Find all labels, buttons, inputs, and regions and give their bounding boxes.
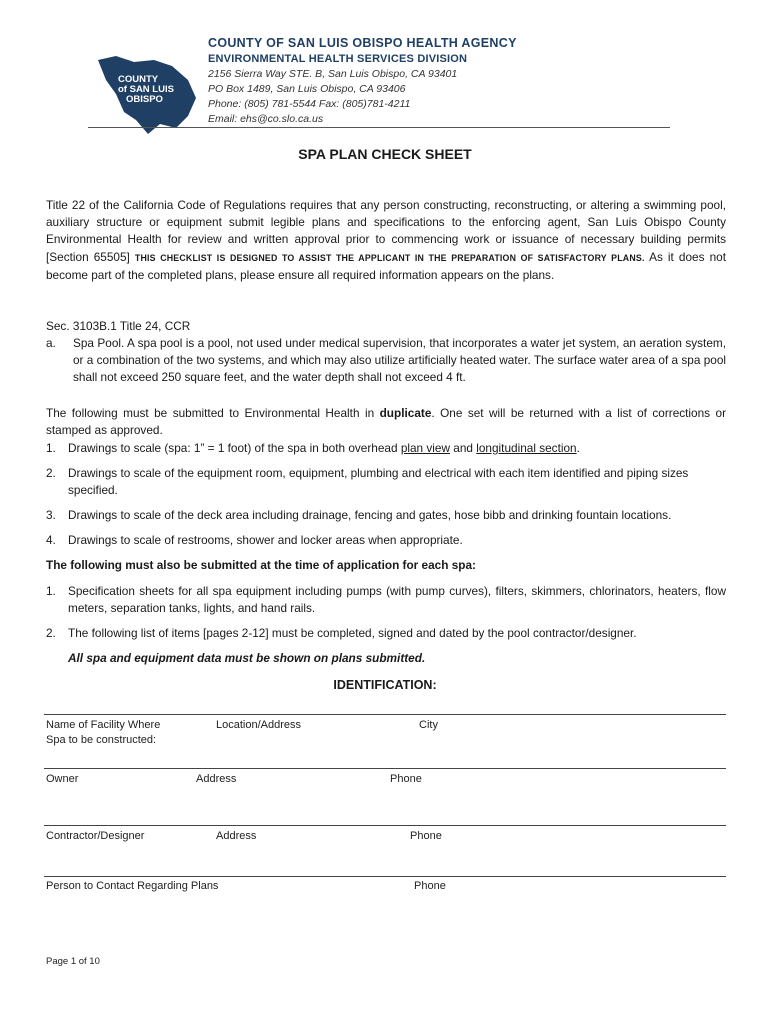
contractor-label: Contractor/Designer xyxy=(46,830,145,842)
logo-text-line-2: of SAN LUIS xyxy=(118,84,174,95)
facility-name-label-2: Spa to be constructed: xyxy=(46,734,157,746)
form-line xyxy=(44,714,726,715)
list-number: 2. xyxy=(46,466,56,480)
list-number: 1. xyxy=(46,584,56,598)
list-item-text: The following list of items [pages 2-12] must be completed, signed and dated by the pool contractor/designer. xyxy=(68,626,637,640)
intro-text: Title 22 of the California Code of Regulations requires that any person constructing, reconstructing, or altering a swimming pool, auxiliary structure or equipment submit legible plans and specifications to the enforcing agent, San Luis Obispo County Environmental Health for review and written approval prior to commencing work or issuance of necessary building permits [Section 65505] xyxy=(46,198,726,264)
identification-title: IDENTIFICATION: xyxy=(333,678,437,692)
list-number: 4. xyxy=(46,533,56,547)
logo-text-line-3: OBISPO xyxy=(126,94,163,105)
list-item-text xyxy=(68,440,726,457)
list-number: 3. xyxy=(46,508,56,522)
agency-header xyxy=(208,36,708,127)
page-title: SPA PLAN CHECK SHEET xyxy=(298,146,472,162)
city-label: City xyxy=(419,719,438,731)
intro-checklist-note: THIS CHECKLIST IS DESIGNED TO ASSIST THE APPLICANT IN THE PREPARATION OF SATISFACTORY PLANS. xyxy=(134,252,645,263)
submit-duplicate: duplicate xyxy=(379,406,432,420)
owner-label: Owner xyxy=(46,773,79,785)
contact-phone-label: Phone xyxy=(414,880,446,892)
definition-marker: a. xyxy=(46,336,56,350)
agency-name: COUNTY OF SAN LUIS OBISPO HEALTH AGENCY xyxy=(208,36,517,50)
owner-address-label: Address xyxy=(196,773,237,785)
phone-fax: Phone: (805) 781-5544 Fax: (805)781-4211 xyxy=(208,98,411,110)
owner-phone-label: Phone xyxy=(390,773,422,785)
plans-note: All spa and equipment data must be shown on plans submitted. xyxy=(68,651,426,665)
list-number: 1. xyxy=(46,441,56,455)
location-address-label: Location/Address xyxy=(216,719,301,731)
po-box-address: PO Box 1489, San Luis Obispo, CA 93406 xyxy=(208,83,406,95)
submit-text: The following must be submitted to Environmental Health in xyxy=(46,406,375,420)
list-item-text: Drawings to scale of the deck area including drainage, fencing and gates, hose bibb and drinking fountain locations. xyxy=(68,508,672,522)
intro-paragraph xyxy=(46,197,726,284)
intro-text-end: As it does not become part of the completed plans, please ensure all required information appears on the plans. xyxy=(46,249,726,282)
county-logo xyxy=(96,54,198,138)
contractor-address-label: Address xyxy=(216,830,257,842)
also-submit-heading: The following must also be submitted at the time of application for each spa: xyxy=(46,558,476,572)
section-reference: Sec. 3103B.1 Title 24, CCR xyxy=(46,319,191,333)
form-line xyxy=(44,876,726,877)
list-item-text: Specification sheets for all spa equipment including pumps (with pump curves), filters, skimmers, chlorinators, heaters, flow meters, separation tanks, lights, and hand rails. xyxy=(68,584,726,616)
submit-text-end: . One set will be returned with a list of corrections or stamped as approved. xyxy=(46,406,726,438)
header-divider xyxy=(88,127,670,128)
longitudinal-section-underlined: longitudinal section xyxy=(476,441,577,455)
logo-text-line-1: COUNTY xyxy=(118,74,159,85)
form-line xyxy=(44,768,726,769)
list-item-text: Drawings to scale of the equipment room, equipment, plumbing and electrical with each item identified and piping sizes specified. xyxy=(68,466,689,498)
contractor-phone-label: Phone xyxy=(410,830,442,842)
plan-view-underlined: plan view xyxy=(400,441,450,455)
page-number: Page 1 of 10 xyxy=(46,956,100,967)
list-number: 2. xyxy=(46,626,56,640)
form-line xyxy=(44,825,726,826)
item-text: Drawings to scale (spa: 1” = 1 foot) of the spa in both overhead xyxy=(68,441,398,455)
submit-paragraph xyxy=(46,405,726,439)
email-address: Email: ehs@co.slo.ca.us xyxy=(208,113,324,125)
facility-name-label: Name of Facility Where xyxy=(46,719,161,731)
division-name: ENVIRONMENTAL HEALTH SERVICES DIVISION xyxy=(208,53,468,65)
contact-person-label: Person to Contact Regarding Plans xyxy=(46,880,219,892)
street-address: 2156 Sierra Way STE. B, San Luis Obispo, CA 93401 xyxy=(208,68,458,80)
list-item-text: Drawings to scale of restrooms, shower and locker areas when appropriate. xyxy=(68,533,463,547)
item-text-and: and xyxy=(453,441,473,455)
definition-text: Spa Pool. A spa pool is a pool, not used under medical supervision, that incorporates a water jet system, an aeration system, or a combination of the two systems, and which may also utilize artificially heated water. The surface water area of a spa pool shall not exceed 250 square feet, and the water depth shall not exceed 4 ft. xyxy=(73,336,726,385)
item-period: . xyxy=(576,441,580,455)
